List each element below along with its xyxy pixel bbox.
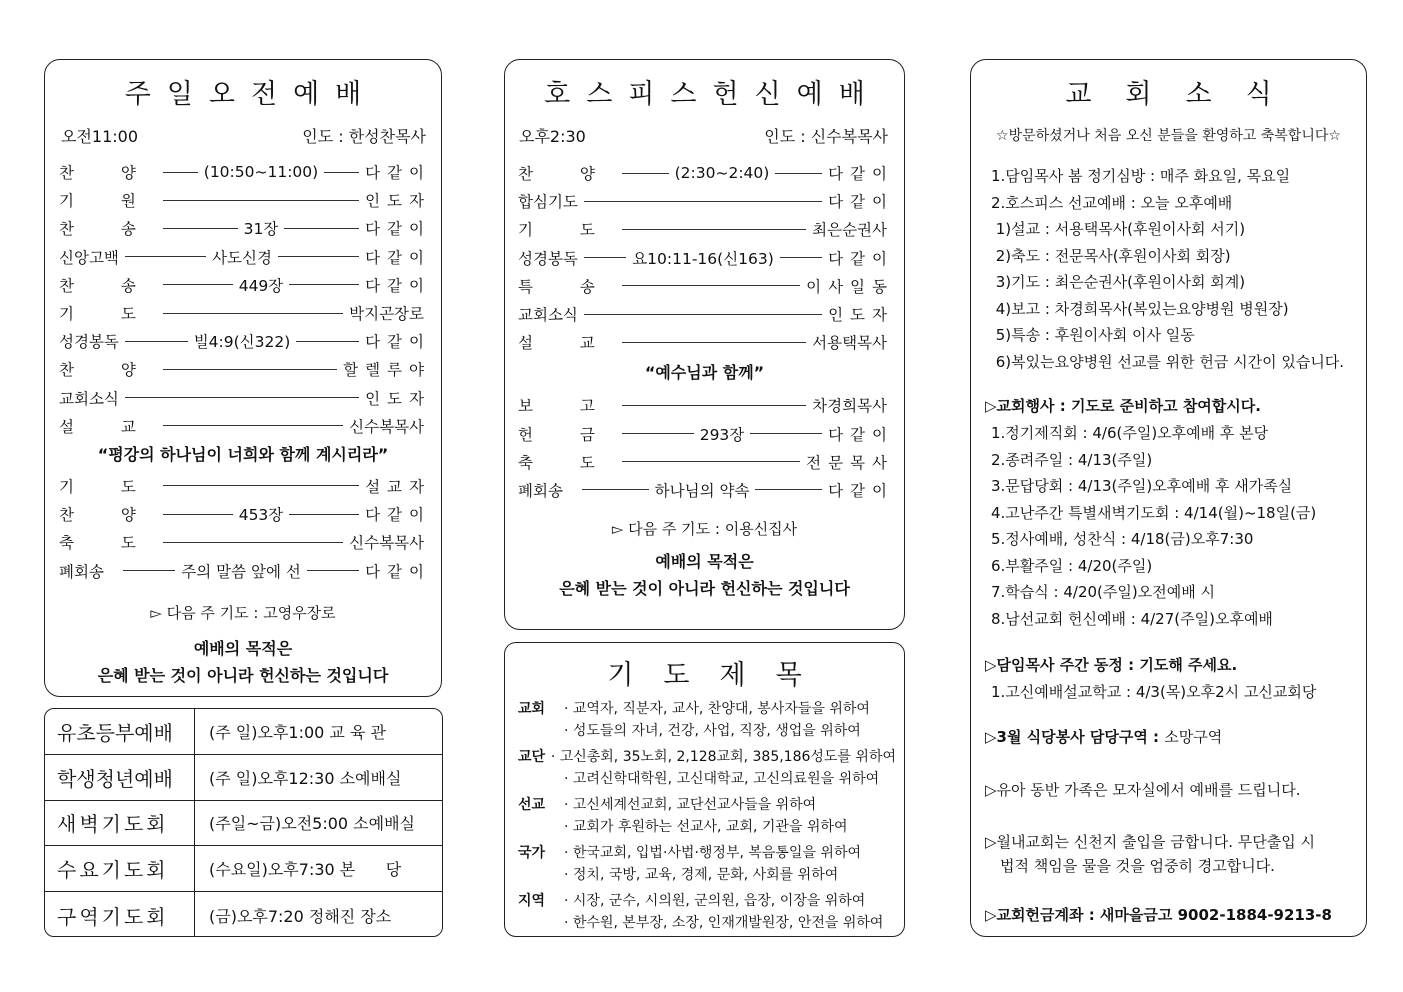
order-item-detail: 사도신경: [212, 248, 272, 267]
order-item-person: 다같이: [365, 333, 431, 352]
event-item: 7.학습식 : 4/20(주일)오전예배 시: [991, 583, 1215, 601]
schedule-time: (주일~금)오전5:00 소예배실: [209, 814, 416, 834]
prayer-topic-key: 선교: [518, 797, 546, 813]
prayer-topic-text: · 시장, 군수, 시의원, 군의원, 읍장, 이장을 위하여: [564, 893, 866, 909]
order-item-leader-line: [163, 163, 359, 181]
morning-order-list-2: [59, 472, 431, 585]
prayer-topic-group: [518, 842, 896, 886]
announcement-item: 4)보고 : 차경희목사(복있는요양병원 병원장): [991, 299, 1289, 318]
order-item-leader-line: [163, 542, 343, 543]
order-item-person: 최은순권사: [812, 221, 887, 240]
prayer-topic-key: [518, 912, 564, 934]
order-item-leader-line: [163, 200, 359, 201]
order-item-leader-line: [163, 503, 359, 525]
order-item-label: 신앙고백: [59, 248, 119, 267]
order-item-label: 축 도: [518, 453, 616, 472]
event-item: 1.정기제직회 : 4/6(주일)오후예배 후 본당: [991, 424, 1269, 442]
warning-notice: [985, 830, 1366, 878]
order-item-person: 신수복목사: [349, 534, 424, 553]
order-item-detail: (2:30~2:40): [674, 164, 770, 183]
order-item-label: 교회소식: [59, 389, 119, 408]
schedule-row: [45, 709, 442, 755]
order-item-leader-line: [163, 369, 337, 370]
order-item-leader-line: [584, 247, 822, 269]
order-item-leader-line: [622, 461, 800, 462]
order-item-person: 다같이: [828, 425, 894, 444]
schedule-name: 새벽기도회: [45, 801, 195, 846]
prayer-topics-panel: [504, 642, 905, 937]
prayer-topic-line: [518, 842, 896, 864]
morning-purpose: [45, 635, 441, 689]
morning-sermon-title: “평강의 하나님이 너희와 함께 계시리라”: [97, 444, 389, 464]
order-item-label: 기 원: [59, 192, 157, 211]
pastor-schedule-heading: ▷담임목사 주간 동정 : 기도해 주세요.: [985, 656, 1238, 674]
order-item: [59, 243, 431, 271]
order-item: [59, 158, 431, 186]
order-item-person: 다같이: [828, 165, 894, 184]
event-item: 8.남선교회 헌신예배 : 4/27(주일)오후예배: [991, 609, 1273, 628]
order-item-person: 이사일동: [806, 277, 894, 296]
order-item-leader-line: [584, 201, 822, 202]
prayer-topic-line: [518, 864, 896, 886]
order-item-detail: 주의 말씀 앞에 선: [181, 562, 301, 581]
hospice-sermon-title: “예수님과 함께”: [644, 363, 765, 383]
order-item-label: 기 도: [518, 221, 616, 240]
order-item-person: 인도자: [828, 306, 894, 325]
order-item: [59, 528, 424, 556]
order-item: [518, 328, 887, 356]
purpose-line-2: 은혜 받는 것이 아니라 헌신하는 것입니다: [97, 665, 389, 685]
order-item: [59, 472, 431, 500]
order-item-detail: 31장: [243, 220, 279, 239]
order-item: [59, 384, 431, 412]
order-item-person: 다같이: [365, 248, 431, 267]
prayer-topic-line: [518, 912, 896, 934]
order-item-leader-line: [622, 229, 806, 230]
meeting-schedule-table: [44, 708, 443, 937]
order-item-label: 설 교: [518, 334, 616, 353]
hospice-order-list: [518, 159, 894, 356]
hospice-next-prayer: ▻ 다음 주 기도 : 이용신집사: [611, 520, 798, 539]
morning-leader: 인도 : 한성찬목사: [302, 127, 426, 146]
announcement-item: 5)특송 : 후원이사회 이사 일동: [991, 326, 1195, 344]
order-item-leader-line: [125, 397, 359, 398]
order-item-label: 교회소식: [518, 306, 578, 325]
order-item: [518, 215, 887, 243]
prayer-topic-text: · 한수원, 본부장, 소장, 인재개발원장, 안전을 위하여: [564, 915, 884, 931]
order-item-label: 찬 송: [59, 276, 157, 295]
order-item: [59, 412, 424, 440]
event-item: 5.정사예배, 성찬식 : 4/18(금)오후7:30: [991, 530, 1254, 548]
order-item-leader-line: [163, 217, 359, 239]
order-item-person: 서용택목사: [812, 334, 887, 353]
hospice-worship-title: 호스피스헌신예배: [544, 79, 881, 110]
prayer-topic-text: · 교회가 후원하는 선교사, 교회, 기관을 위하여: [564, 819, 848, 835]
prayer-topic-text: · 정치, 국방, 교육, 경제, 문화, 사회를 위하여: [564, 867, 839, 883]
order-item: [518, 448, 894, 476]
prayer-topic-text: · 고신세계선교회, 교단선교사들을 위하여: [564, 797, 817, 813]
announcement-item: 3)기도 : 최은순권사(후원이사회 회계): [991, 273, 1246, 291]
order-item-person: 다같이: [365, 506, 431, 525]
hospice-leader: 인도 : 신수복목사: [764, 127, 888, 146]
prayer-topic-line: [518, 816, 896, 838]
purpose-line-1: 예배의 목적은: [193, 638, 293, 658]
prayer-topic-line: [518, 746, 896, 768]
order-item: [518, 187, 894, 215]
schedule-row: [45, 846, 442, 892]
order-item-leader-line: [163, 274, 359, 296]
hospice-purpose: [505, 548, 904, 602]
order-item-leader-line: [163, 313, 343, 314]
morning-worship-panel: [44, 59, 442, 697]
offering-account: ▷교회헌금계좌 : 새마을금고 9002-1884-9213-8: [985, 905, 1332, 924]
order-item-leader-line: [622, 285, 800, 286]
welcome-message: ☆방문하셨거나 처음 오신 분들을 환영하고 축복합니다☆: [996, 128, 1341, 144]
church-news-title: 교회소식: [1065, 79, 1306, 110]
order-item-leader-line: [123, 560, 359, 582]
order-item: [59, 327, 431, 355]
order-item: [518, 244, 894, 272]
announcement-item: 2)축도 : 전문목사(후원이사회 회장): [991, 246, 1231, 265]
announcement-item: 1)설교 : 서용택목사(후원이사회 서기): [991, 220, 1246, 238]
prayer-topic-key: 지역: [518, 893, 546, 909]
order-item-person: 다같이: [365, 220, 431, 239]
order-item-label: 설 교: [59, 417, 157, 436]
order-item-person: 박지곤장로: [349, 305, 424, 324]
schedule-name: 학생청년예배: [45, 755, 195, 800]
order-item-leader-line: [163, 485, 359, 486]
warning-line-1: ▷월내교회는 신천지 출입을 금합니다. 무단출입 시: [985, 832, 1315, 851]
order-item-person: 다같이: [365, 562, 431, 581]
order-item-label: 합심기도: [518, 193, 578, 212]
prayer-topic-line: [518, 698, 896, 720]
order-item: [59, 355, 431, 383]
order-item-person: 전문목사: [806, 453, 894, 472]
prayer-topic-line: [518, 720, 896, 742]
cafeteria-duty-label: ▷3월 식당봉사 담당구역 :: [985, 727, 1160, 746]
order-item-leader-line: [622, 405, 806, 406]
prayer-topic-group: [518, 746, 896, 790]
order-item-label: 성경봉독: [59, 333, 119, 352]
order-item-leader-line: [582, 479, 822, 501]
order-item-detail: 293장: [699, 425, 745, 444]
news-announcements: [991, 163, 1366, 375]
order-item-person: 다같이: [365, 164, 431, 183]
events-heading: ▷교회행사 : 기도로 준비하고 참여합시다.: [985, 397, 1261, 415]
order-item-label: 찬 양: [518, 165, 616, 184]
order-item-leader-line: [622, 342, 806, 343]
order-item-detail: 요10:11-16(신163): [632, 249, 774, 268]
order-item-detail: (10:50~11:00): [203, 163, 319, 182]
order-item-label: 찬 송: [59, 220, 157, 239]
order-item: [59, 271, 431, 299]
order-item: [59, 556, 431, 584]
announcement-item: 2.호스피스 선교예배 : 오늘 오후예배: [991, 193, 1233, 212]
hospice-worship-meta: [519, 124, 888, 147]
morning-time: 오전11:00: [61, 127, 139, 146]
order-item-person: 할렐루야: [343, 361, 431, 380]
order-item: [59, 214, 431, 242]
prayer-topic-text: · 성도들의 자녀, 건강, 사업, 직장, 생업을 위하여: [564, 723, 861, 739]
event-item: 6.부활주일 : 4/20(주일): [991, 556, 1153, 575]
order-item: [518, 300, 894, 328]
order-item-label: 찬 양: [59, 164, 157, 183]
hospice-order-list-2: [518, 391, 894, 504]
prayer-topic-line: [518, 890, 896, 912]
event-item: 2.종려주일 : 4/13(주일): [991, 450, 1153, 469]
prayer-topic-key: 교단: [518, 749, 546, 765]
order-item-leader-line: [584, 314, 822, 315]
schedule-row: [45, 755, 442, 801]
schedule-row: [45, 892, 442, 937]
order-item-person: 인도자: [365, 389, 431, 408]
prayer-topic-line: [518, 794, 896, 816]
morning-order-list: [59, 158, 431, 440]
event-item: 4.고난주간 특별새벽기도회 : 4/14(월)~18일(금): [991, 503, 1317, 522]
order-item-detail: 449장: [238, 276, 284, 295]
order-item-label: 특 송: [518, 277, 616, 296]
prayer-topic-text: · 고신총회, 35노회, 2,128교회, 385,186성도를 위하여: [550, 749, 896, 765]
purpose-line-2: 은혜 받는 것이 아니라 헌신하는 것입니다: [559, 579, 850, 599]
morning-next-prayer: ▻ 다음 주 기도 : 고영우장로: [150, 603, 336, 622]
prayer-topic-text: · 한국교회, 입법·사법·행정부, 복음통일을 위하여: [564, 845, 862, 861]
prayer-topic-key: 교회: [518, 701, 546, 717]
hospice-worship-panel: [504, 59, 905, 630]
order-item-person: 차경희목사: [812, 397, 887, 416]
order-item-person: 신수복목사: [349, 417, 424, 436]
order-item: [518, 272, 894, 300]
order-item-detail: 453장: [238, 506, 284, 525]
schedule-time: (수요일)오후7:30 본 당: [209, 860, 402, 880]
prayer-topic-key: [518, 720, 564, 742]
order-item: [518, 159, 894, 187]
order-item: [59, 186, 431, 214]
order-item-detail: 하나님의 약속: [654, 481, 750, 500]
prayer-topic-text: · 고려신학대학원, 고신대학교, 고신의료원을 위하여: [564, 771, 880, 787]
order-item-label: 축 도: [59, 534, 157, 553]
order-item: [518, 420, 894, 448]
order-item-label: 폐회송: [59, 562, 104, 581]
prayer-topic-text: · 교역자, 직분자, 교사, 찬양대, 봉사자들을 위하여: [564, 701, 870, 717]
event-item: 3.문답당회 : 4/13(주일)오후예배 후 새가족실: [991, 477, 1293, 495]
prayer-topic-group: [518, 890, 896, 934]
order-item-detail: 빌4:9(신322): [193, 333, 291, 352]
order-item-label: 기 도: [59, 305, 157, 324]
order-item-leader-line: [125, 330, 359, 352]
schedule-name: 수요기도회: [45, 846, 195, 891]
prayer-topic-key: [518, 768, 564, 790]
order-item-person: 다같이: [828, 193, 894, 212]
order-item-label: 헌 금: [518, 425, 616, 444]
order-item: [59, 500, 431, 528]
infant-note: ▷유아 동반 가족은 모자실에서 예배를 드립니다.: [985, 780, 1301, 799]
prayer-topic-key: [518, 864, 564, 886]
order-item-person: 다같이: [365, 276, 431, 295]
hospice-time: 오후2:30: [519, 127, 586, 146]
church-news-panel: [970, 59, 1367, 937]
prayer-topic-group: [518, 698, 896, 742]
order-item-leader-line: [163, 425, 343, 426]
morning-worship-meta: [61, 124, 426, 147]
announcement-item: 6)복있는요양병원 선교를 위한 헌금 시간이 있습니다.: [991, 352, 1345, 371]
schedule-name: 유초등부예배: [45, 709, 195, 754]
order-item-person: 설교자: [365, 477, 431, 496]
schedule-row: [45, 801, 442, 847]
prayer-topics-title: 기도제목: [607, 660, 832, 691]
order-item: [518, 476, 894, 504]
order-item-label: 찬 양: [59, 506, 157, 525]
morning-worship-title: 주일오전예배: [124, 79, 378, 110]
schedule-time: (금)오후7:20 정해진 장소: [209, 906, 392, 926]
order-item-label: 찬 양: [59, 361, 157, 380]
purpose-line-1: 예배의 목적은: [655, 552, 754, 572]
order-item-label: 보 고: [518, 397, 616, 416]
order-item-label: 기 도: [59, 477, 157, 496]
schedule-time: (주 일)오후12:30 소예배실: [209, 768, 402, 788]
schedule-name: 구역기도회: [45, 892, 195, 937]
prayer-topic-key: [518, 816, 564, 838]
announcement-item: 1.담임목사 봄 정기심방 : 매주 화요일, 목요일: [991, 167, 1291, 185]
pastor-schedule-item: 1.고신예배설교학교 : 4/3(목)오후2시 고신교회당: [991, 683, 1317, 701]
order-item-leader-line: [622, 164, 822, 182]
order-item: [59, 299, 424, 327]
order-item-person: 다같이: [828, 481, 894, 500]
order-item: [518, 391, 887, 419]
cafeteria-duty-value: 소망구역: [1164, 727, 1223, 746]
order-item-label: 폐회송: [518, 481, 563, 500]
prayer-topics-list: [518, 698, 896, 934]
prayer-topic-key: 국가: [518, 845, 546, 861]
schedule-time: (주 일)오후1:00 교 육 관: [209, 722, 386, 742]
prayer-topic-group: [518, 794, 896, 838]
warning-line-2: 법적 책임을 물을 것을 엄중히 경고합니다.: [1000, 856, 1275, 875]
order-item-label: 성경봉독: [518, 249, 578, 268]
prayer-topic-line: [518, 768, 896, 790]
order-item-leader-line: [622, 423, 822, 445]
cafeteria-duty: [985, 726, 1366, 747]
church-events-list: [991, 420, 1366, 632]
order-item-person: 인도자: [365, 192, 431, 211]
order-item-person: 다같이: [828, 249, 894, 268]
order-item-leader-line: [125, 246, 359, 268]
